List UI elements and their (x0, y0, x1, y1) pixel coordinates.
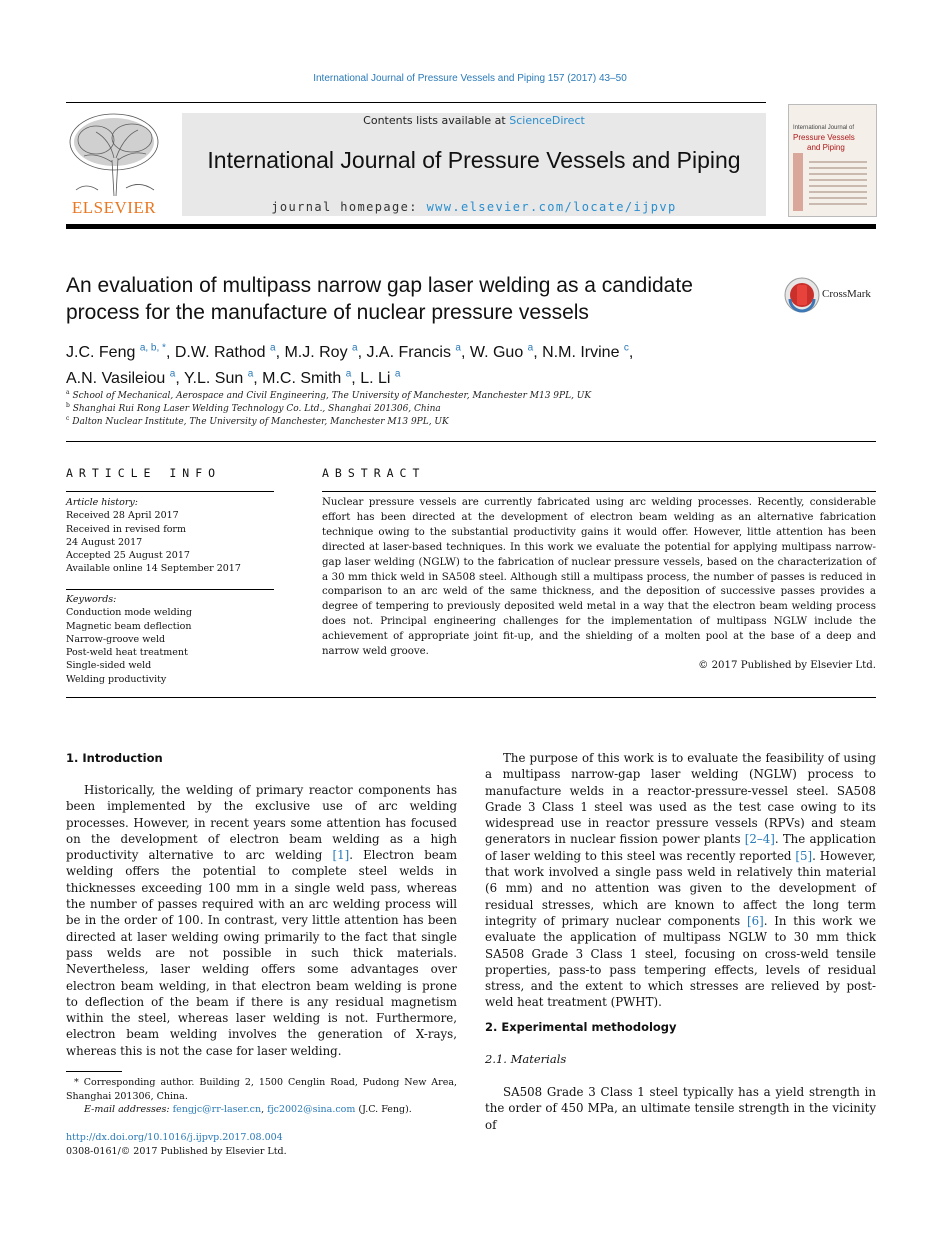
author[interactable]: L. Li $^a$ (360, 368, 401, 387)
author[interactable]: Y.L. Sun $^a$, (183, 368, 263, 387)
journal-title: International Journal of Pressure Vessels and Piping (207, 147, 741, 173)
author[interactable]: A.N. Vasileiou $^a$, (66, 368, 184, 387)
email-link[interactable]: fjc2002@sina.com (267, 1104, 356, 1115)
footnote: * Corresponding author. Building 2, 1500 Cenglin Road, Pudong New Area, Shanghai 201306, China. E-mail addresses: fengjc@rr-laser.cn, fjc2002@sina.com (J.C. Feng). (66, 1077, 457, 1115)
section-1-paragraph: Historically, the welding of primary reactor components has been implemented by the exclusive use of arc welding processes. However, in recent years some attention has focused on the development of electron beam welding as a high productivity alternative to arc welding [1]. Electron beam welding offers the potential to complete steel welds in thicknesses exceeding 100 mm in a single weld pass, whereas the number of passes required with an arc welding process will be in the order of 100. In contrast, very little attention has been directed at laser welding owing primarily to the fact that single pass welds are not possible in such thick materials. Nevertheless, laser welding offers some advantages over electron beam welding, in that electron beam welding is prone to deflection of the beam if there is any residual magnetism within the steel, whereas laser welding is not. Furthermore, electron beam welding involves the generation of X-rays, whereas this is not the case for laser welding. (66, 783, 458, 1058)
publisher-wordmark: ELSEVIER (71, 198, 157, 217)
doi-block: http://dx.doi.org/10.1016/j.ijpvp.2017.08.004 0308-0161/© 2017 Published by Elsevier Ltd. (66, 1132, 287, 1157)
divider (66, 697, 876, 698)
divider (66, 491, 274, 492)
author[interactable]: M.C. Smith $^a$, (262, 368, 361, 387)
keywords: Keywords: Conduction mode welding Magnetic beam deflection Narrow-groove weld Post-weld heat treatment Single-sided weld Welding productivity (66, 594, 192, 685)
journal-citation[interactable]: International Journal of Pressure Vessels and Piping 157 (2017) 43–50 (313, 73, 627, 84)
section-1-heading: 1. Introduction (66, 751, 163, 765)
author[interactable]: M.J. Roy $^a$, (284, 343, 367, 362)
section-2-1-paragraph: SA508 Grade 3 Class 1 steel typically has a yield strength in the order of 450 MPa, an ultimate tensile strength in the vicinity of (485, 1085, 876, 1132)
journal-cover (788, 104, 877, 217)
section-2-heading: 2. Experimental methodology (485, 1020, 677, 1034)
header-rule (66, 102, 766, 103)
cover-stripe (793, 153, 803, 211)
affiliation: $^c$ Dalton Nuclear Institute, The University of Manchester, Manchester M13 9PL, UK (66, 415, 449, 427)
abstract-heading: ABSTRACT (322, 466, 426, 480)
cover-title: International Journal of Pressure Vessels and Piping (793, 125, 855, 152)
crossmark-icon (784, 277, 820, 313)
author[interactable]: J.A. Francis $^a$, (366, 343, 470, 362)
crossmark-badge[interactable] (784, 277, 879, 313)
article-title: An evaluation of multipass narrow gap laser welding as a candidate process for the manufacture of nuclear pressure vessels (66, 274, 693, 324)
author[interactable]: J.C. Feng $^{a, b, *}$, (66, 343, 175, 362)
author[interactable]: D.W. Rathod $^a$, (174, 343, 285, 362)
footnote-rule (66, 1071, 122, 1072)
header-thick-rule (66, 224, 876, 229)
elsevier-logo (66, 112, 162, 216)
article-info-heading: ARTICLE INFO (66, 466, 222, 480)
reference-link[interactable]: [6] (746, 913, 764, 928)
cover-decoration (809, 157, 867, 209)
reference-link[interactable]: [1] (332, 848, 350, 863)
crossmark-label: CrossMark (822, 288, 871, 300)
email-link[interactable]: fengjc@rr-laser.cn (172, 1104, 262, 1115)
section-1-paragraph: The purpose of this work is to evaluate the feasibility of using a multipass narrow-gap laser welding (NGLW) process to manufacture welds in a reactor-pressure-vessel steel. SA508 Grade 3 Class 1 steel was used as the test case owing to its widespread use in reactor pressure vessels (RPVs) and steam generators in nuclear fission power plants [2–4]. The application of laser welding to this steel was recently reported [5]. However, that work involved a single pass weld in relatively thin material (6 mm) and no attention was given to the development of residual stresses, which are known to affect the long term integrity of primary nuclear components [6]. In this work we evaluate the application of multipass NGLW to 30 mm thick SA508 Grade 3 Class 1 steel, focusing on cross-weld tensile properties, pass-to pass tempering effects, levels of residual stress, and the extent to which stresses are relieved by post-weld heat treatment (PWHT). (485, 751, 877, 1010)
section-2-1-heading: 2.1. Materials (485, 1052, 567, 1066)
affiliation: $^b$ Shanghai Rui Rong Laser Welding Technology Co. Ltd., Shanghai 201306, China (66, 402, 441, 414)
journal-homepage: journal homepage: www.elsevier.com/locate/ijpvp (271, 200, 677, 214)
author[interactable]: W. Guo $^a$, (469, 343, 543, 362)
tree-icon (66, 112, 162, 198)
author[interactable]: N.M. Irvine $^c$, (542, 343, 634, 362)
sciencedirect-link[interactable]: ScienceDirect (509, 114, 585, 127)
abstract-copyright: © 2017 Published by Elsevier Ltd. (698, 660, 876, 671)
abstract-text: Nuclear pressure vessels are currently fabricated using arc welding processes. Recently, considerable effort has been directed at the development of electron beam welding as an alternative fabrication technique owing to the substantial productivity gains it would offer. However, little attention has been directed at laser-based techniques. In this work we evaluate the potential for applying multipass narrow-gap laser welding (NGLW) to the fabrication of nuclear pressure vessels, based on the characterization of a 30 mm thick weld in SA508 steel. Although still a multipass process, the number of passes is reduced in comparison to an arc weld of the same thickness, and the deposition of successive passes provides a degree of tempering to previously deposited weld metal in a way that the electron beam welding process does not. Principal engineering challenges for the implementation of multipass NGLW include the achievement of appropriate joint fit-up, and the shielding of a molten pool at the base of a deep and narrow weld groove. (322, 497, 876, 658)
author-list (66, 338, 786, 389)
divider (66, 441, 876, 442)
doi-link[interactable]: http://dx.doi.org/10.1016/j.ijpvp.2017.08.004 (66, 1132, 283, 1143)
reference-link[interactable]: [2–4] (744, 832, 775, 847)
article-history: Article history: Received 28 April 2017 Received in revised form 24 August 2017 Accepted 25 August 2017 Available online 14 September 2017 (66, 497, 241, 575)
divider (66, 589, 274, 590)
contents-available: Contents lists available at ScienceDirect (363, 114, 585, 127)
affiliation: $^a$ School of Mechanical, Aerospace and Civil Engineering, The University of Manchester, Manchester M13 9PL, UK (66, 389, 592, 401)
reference-link[interactable]: [5] (795, 848, 813, 863)
divider (322, 491, 876, 492)
homepage-link[interactable]: www.elsevier.com/locate/ijpvp (426, 200, 677, 214)
journal-banner (182, 113, 766, 216)
